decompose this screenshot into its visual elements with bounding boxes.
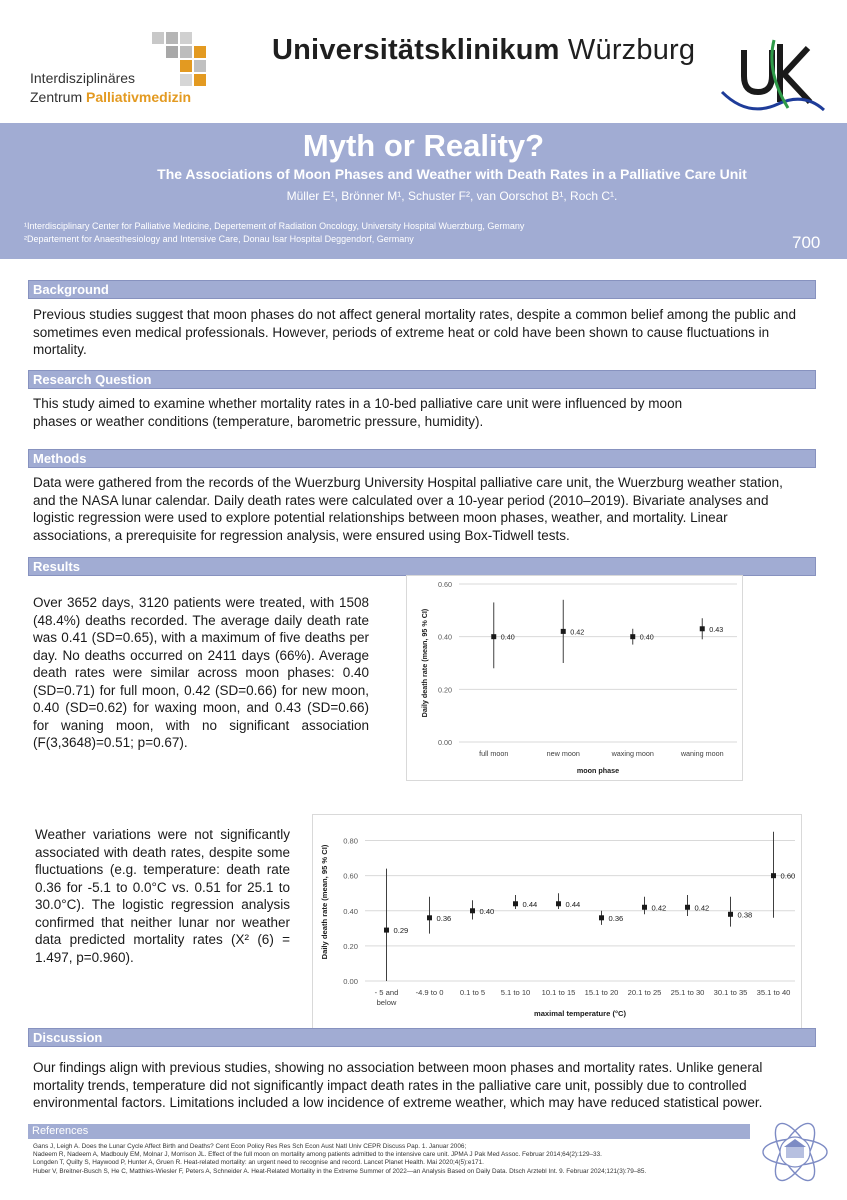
y-tick-label: 0.40 [438,632,452,642]
x-tick-label: below [376,998,397,1007]
x-tick-label: 25.1 to 30 [670,988,705,997]
research-question-text: This study aimed to examine whether mortality rates in a 10-bed palliative care unit were influenced by moon phases or weather conditions (temperature, barometric pressure, humidity). [33,396,683,429]
data-point [470,908,475,913]
references-list [33,1143,733,1176]
y-tick-label: 0.00 [438,738,452,747]
results-text-weather: Weather variations were not significantly associated with death rates, despite some fluctuations (e.g. temperature: death rate 0.36 for -5.1 to 0.0°C vs. 0.51 for 25.1 to 30.0°C). The logistic regression analysis confirmed that neither lunar nor weather data predicted mortality rates (X² (6) = 1.497, p=0.960). [35,827,290,965]
x-tick-label: new moon [546,749,580,758]
temperature-chart-svg [313,815,803,1031]
data-label: 0.40 [500,632,515,642]
data-label: 0.40 [639,632,654,642]
y-tick-label: 0.20 [343,941,358,951]
reference-item: Nadeem R, Nadeem A, Madbouly EM, Molnar J, Morrison JL. Effect of the full moon on mortality among patients admitted to the intensive care unit. JPMA J Pak Med Assoc. Februar 2014;64(2):129–33. [33,1151,602,1159]
y-axis-label: Daily death rate (mean, 95 % CI) [420,608,429,718]
data-label: 0.42 [570,627,585,637]
logo-line1: Interdisziplinäres [30,70,136,86]
y-tick-label: 0.40 [343,906,358,916]
x-tick-label: - 5 and [374,988,399,997]
university-seal-icon [760,1120,830,1184]
results-heading: Results [28,557,816,576]
data-point [771,873,776,878]
data-label: 0.29 [393,926,409,936]
background-text: Previous studies suggest that moon phases do not affect general mortality rates, despite a common belief among the public and sometimes even medical professionals. However, periods of extreme heat or cold have been shown to cause fluctuations in mortality. [33,307,796,357]
data-point [513,901,518,906]
discussion-heading: Discussion [28,1028,816,1047]
university-name: Universitätsklinikum Würzburg [272,34,696,66]
data-point [728,912,733,917]
y-tick-label: 0.60 [438,580,452,589]
logo-grid-icon [152,32,208,88]
results-text-moon: Over 3652 days, 3120 patients were treated, with 1508 (48.4%) deaths recorded. The average daily death rate was 0.41 (SD=0.65), with a maximum of five deaths per day. No deaths occurred on 2411 days (66%). Average death rates were similar across moon phases: 0.40 (SD=0.71) for full moon, 0.42 (SD=0.66) for new moon, 0.40 (SD=0.62) for waxing moon, and 0.43 (SD=0.66) for waning moon, with no significant association (F(3,3648)=0.51; p=0.67). [33,595,369,750]
data-label: 0.40 [479,906,495,916]
y-tick-label: 0.60 [343,871,358,881]
data-point [685,905,690,910]
x-tick-label: waxing moon [611,749,654,758]
reference-item: Gans J, Leigh A. Does the Lunar Cycle Affect Birth and Deaths? Cent Econ Policy Res Res Sch Econ Aust Natl Univ CEPR Discuss Pap. 1. Januar 2006; [33,1143,467,1150]
x-tick-label: 35.1 to 40 [756,988,791,997]
data-point [700,626,705,631]
moon-phase-chart-svg [407,576,744,782]
data-label: 0.38 [737,910,753,920]
data-label: 0.36 [436,913,452,923]
data-label: 0.36 [608,913,624,923]
data-label: 0.42 [694,903,710,913]
methods-text: Data were gathered from the records of the Wuerzburg University Hospital palliative care unit, the Wuerzburg weather station, and the NASA lunar calendar. Daily death rates were calculated over a 10-year period (2010–2019). Bivariate analyses and logistic regression were used to explore potential relationships between moon phases, weather, and mortality. Linear associations, a prerequisite for regression analysis, were ensured using Box-Tidwell tests. [33,475,783,543]
y-axis-label: Daily death rate (mean, 95 % CI) [320,844,329,960]
x-tick-label: -4.9 to 0 [415,988,444,997]
x-tick-label: 10.1 to 15 [541,988,576,997]
x-tick-label: 30.1 to 35 [713,988,748,997]
x-axis-label: maximal temperature (°C) [533,1009,627,1018]
reference-item: Huber V, Breitner-Busch S, He C, Matthies-Wiesler F, Peters A, Schneider A. Heat-Related Mortality in the Extreme Summer of 2022—an Analysis Based on Daily Data. Dtsch Arztebl Int. 9. Februar 2024;121(3):79–85. [33,1167,647,1175]
x-tick-label: 5.1 to 10 [500,988,531,997]
ukw-logo-icon [718,32,828,116]
data-point [556,901,561,906]
moon-phase-chart [406,575,743,781]
background-heading: Background [28,280,816,299]
data-point [630,634,635,639]
methods-heading: Methods [28,449,816,468]
poster-number: 700 [792,233,821,252]
y-tick-label: 0.20 [438,685,452,695]
poster-title: Myth or Reality? [302,128,545,163]
data-point [427,915,432,920]
data-point [491,634,496,639]
x-tick-label: waning moon [680,749,724,758]
data-label: 0.43 [709,624,724,634]
data-label: 0.44 [565,899,581,909]
data-point [561,629,566,634]
authors: Müller E¹, Brönner M¹, Schuster F², van Oorschot B¹, Roch C¹. [286,189,618,203]
x-tick-label: 20.1 to 25 [627,988,662,997]
x-tick-label: 15.1 to 20 [584,988,619,997]
affiliation-2: ²Departement for Anaesthesiology and Intensive Care, Donau Isar Hospital Deggendorf, Germany [24,234,414,244]
x-axis-label: moon phase [576,766,620,775]
research-question-heading: Research Question [28,370,816,389]
data-point [642,905,647,910]
data-label: 0.60 [780,871,796,881]
y-tick-label: 0.00 [343,977,358,986]
logo-line2: Zentrum Palliativmedizin [30,89,192,105]
data-point [599,915,604,920]
x-tick-label: 0.1 to 5 [459,988,486,997]
data-label: 0.42 [651,903,667,913]
data-label: 0.44 [522,899,538,909]
discussion-text: Our findings align with previous studies, showing no association between moon phases and mortality rates. Unlike general mortality trends, temperature did not significantly impact death rates in the palliative care unit, possibly due to controlled environmental factors. Limitations included a low incidence of extreme weather, which may have reduced statistical power. [33,1060,763,1110]
x-tick-label: full moon [479,749,509,758]
affiliation-1: ¹Interdisciplinary Center for Palliative Medicine, Depertement of Radiation Oncology, University Hospital Wuerzburg, Germany [24,221,525,231]
data-point [384,928,389,933]
ipz-logo [30,30,220,110]
temperature-chart [312,814,802,1030]
poster-subtitle: The Associations of Moon Phases and Weather with Death Rates in a Palliative Care Unit [157,166,747,182]
y-tick-label: 0.80 [343,836,358,846]
reference-item: Longden T, Quilty S, Haywood P, Hunter A, Gruen R. Heat-related mortality: an urgent need to recognise and record. Lancet Planet Health. Mai 2020;4(5):e171. [33,1159,484,1167]
references-heading: References [28,1124,750,1139]
